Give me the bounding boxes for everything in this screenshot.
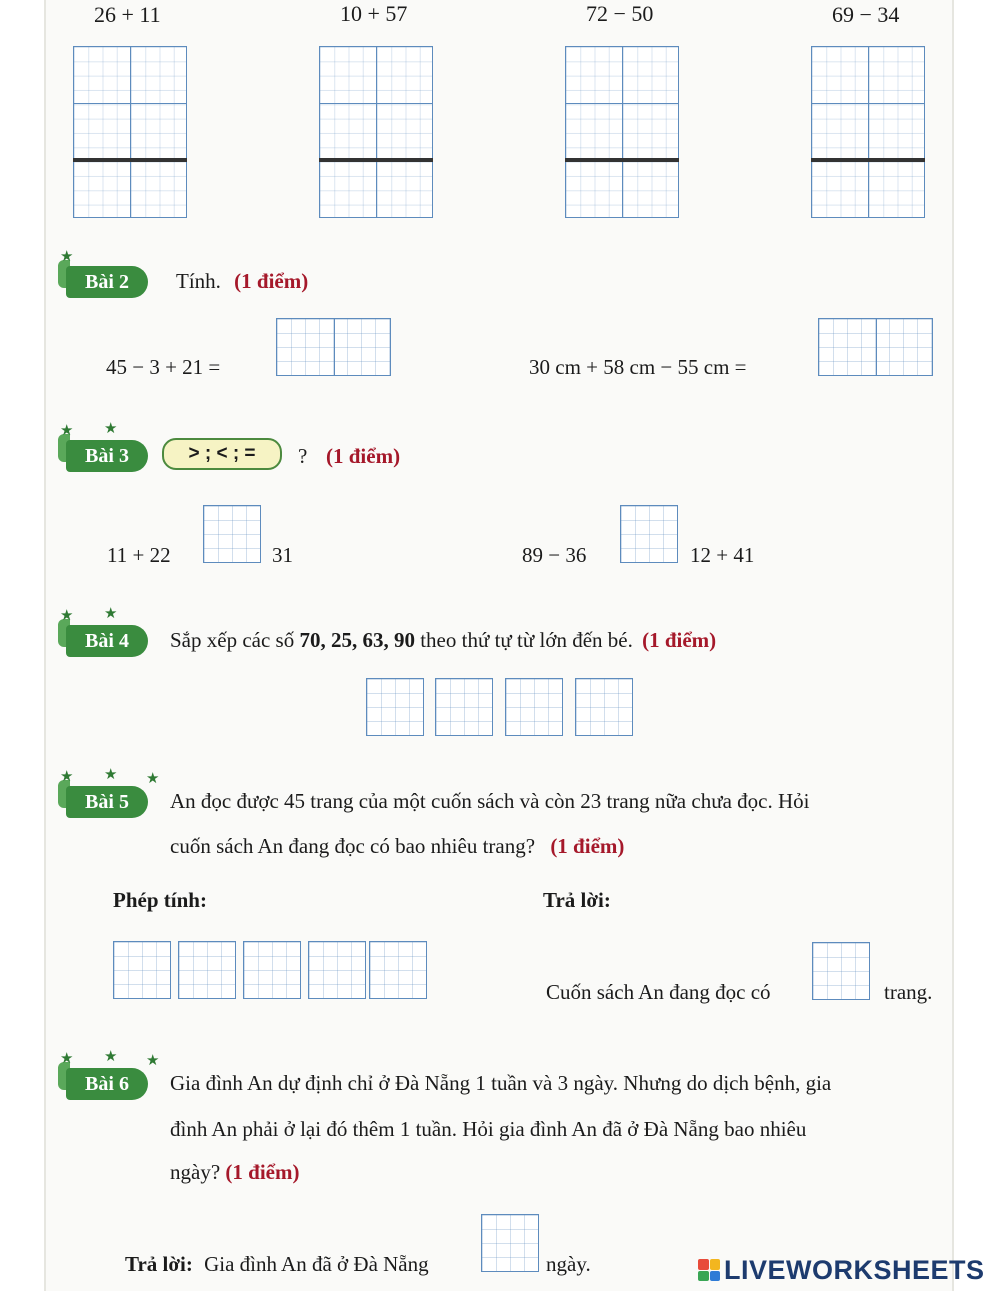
bai5-line-2 (170, 836, 624, 857)
star-icon: ★ (60, 249, 74, 265)
bai5-answer-label: Trả lời: (543, 888, 611, 912)
bai5-calc-box-2[interactable] (178, 941, 236, 999)
bai6-answer-box[interactable] (481, 1214, 539, 1272)
bai5-calc-label: Phép tính: (113, 888, 207, 912)
bai3-compare-box-1[interactable] (203, 505, 261, 563)
bai5-calc-box-3[interactable] (243, 941, 301, 999)
bai5-calc-box-1[interactable] (113, 941, 171, 999)
column-problem-2: 10 + 57 (340, 1, 408, 26)
bai4-text-after: theo thứ tự từ lớn đến bé. (420, 628, 633, 652)
bai2-label: Bài 2 (66, 266, 148, 298)
bai2-badge (58, 249, 148, 298)
bai2-instruction-text: Tính. (176, 269, 221, 293)
bai4-badge (58, 606, 148, 657)
comparison-symbols: > ; < ; = (162, 438, 282, 470)
bai6-answer-label: Trả lời: (125, 1252, 193, 1276)
bai5-answer-after: trang. (884, 980, 933, 1004)
bai4-numbers: 70, 25, 63, 90 (299, 628, 415, 652)
bai5-calc-box-5[interactable] (369, 941, 427, 999)
bai4-order-box-3[interactable] (505, 678, 563, 736)
bai5-label: Bài 5 (66, 786, 148, 818)
bai6-label: Bài 6 (66, 1068, 148, 1100)
bai2-instruction (176, 271, 308, 292)
bai6-answer-line (125, 1254, 429, 1275)
star-icon: ★ (104, 1049, 118, 1065)
bai6-points: (1 điểm) (225, 1160, 300, 1184)
page-edge-left (44, 0, 46, 1291)
bai3-question-mark: ? (298, 444, 308, 468)
liveworksheets-logo-icon (698, 1259, 720, 1281)
star-icon: ★ (104, 767, 118, 783)
bai3-compare-box-2[interactable] (620, 505, 678, 563)
bai5-answer-box[interactable] (812, 942, 870, 1000)
bai2-points: (1 điểm) (234, 269, 309, 293)
bai5-calc-box-4[interactable] (308, 941, 366, 999)
bai5-points: (1 điểm) (550, 834, 625, 858)
bai2-expression-1: 45 − 3 + 21 = (106, 355, 221, 379)
bai3-badge (58, 421, 148, 472)
bai3-points: (1 điểm) (326, 444, 401, 468)
star-icon: ★ (104, 421, 118, 437)
liveworksheets-logo (698, 1255, 985, 1285)
bai3-right-1: 31 (272, 543, 293, 567)
bai4-order-box-4[interactable] (575, 678, 633, 736)
star-icon: ★ (60, 1051, 74, 1067)
bai5-badge (58, 767, 160, 818)
bai5-line-2-text: cuốn sách An đang đọc có bao nhiêu trang? (170, 834, 536, 858)
star-icon: ★ (146, 771, 160, 787)
star-icon: ★ (60, 608, 74, 624)
column-problem-4: 69 − 34 (832, 2, 900, 27)
bai3-left-2: 89 − 36 (522, 543, 587, 567)
column-calc-grid-1[interactable] (73, 46, 187, 218)
bai6-answer-after: ngày. (546, 1252, 591, 1276)
bai5-answer-before: Cuốn sách An đang đọc có (546, 980, 771, 1004)
column-problem-3: 72 − 50 (586, 1, 654, 26)
bai6-badge (58, 1049, 160, 1100)
column-calc-grid-4[interactable] (811, 46, 925, 218)
bai6-line-2: đình An phải ở lại đó thêm 1 tuần. Hỏi gia đình An đã ở Đà Nẵng bao nhiêu (170, 1117, 807, 1141)
bai2-answer-box-1[interactable] (276, 318, 391, 376)
bai4-question (170, 630, 716, 651)
star-icon: ★ (60, 769, 74, 785)
column-calc-grid-3[interactable] (565, 46, 679, 218)
bai4-order-box-2[interactable] (435, 678, 493, 736)
star-icon: ★ (146, 1053, 160, 1069)
bai3-label: Bài 3 (66, 440, 148, 472)
star-icon: ★ (60, 423, 74, 439)
bai3-left-1: 11 + 22 (107, 543, 171, 567)
liveworksheets-logo-text: LIVEWORKSHEETS (724, 1254, 985, 1285)
column-problem-1: 26 + 11 (94, 2, 161, 27)
bai5-line-1: An đọc được 45 trang của một cuốn sách và còn 23 trang nữa chưa đọc. Hỏi (170, 789, 810, 813)
bai6-line-1: Gia đình An dự định chỉ ở Đà Nẵng 1 tuần và 3 ngày. Nhưng do dịch bệnh, gia (170, 1071, 832, 1095)
bai4-text-before: Sắp xếp các số (170, 628, 295, 652)
bai6-answer-before: Gia đình An đã ở Đà Nẵng (204, 1252, 429, 1276)
column-calc-grid-2[interactable] (319, 46, 433, 218)
bai2-answer-box-2[interactable] (818, 318, 933, 376)
star-icon: ★ (104, 606, 118, 622)
page-edge-right (952, 0, 954, 1291)
bai6-line-3-text: ngày? (170, 1160, 221, 1184)
bai2-expression-2: 30 cm + 58 cm − 55 cm = (529, 355, 747, 379)
bai4-order-box-1[interactable] (366, 678, 424, 736)
bai4-label: Bài 4 (66, 625, 148, 657)
bai6-line-3 (170, 1162, 299, 1183)
bai4-points: (1 điểm) (642, 628, 717, 652)
bai3-right-2: 12 + 41 (690, 543, 755, 567)
